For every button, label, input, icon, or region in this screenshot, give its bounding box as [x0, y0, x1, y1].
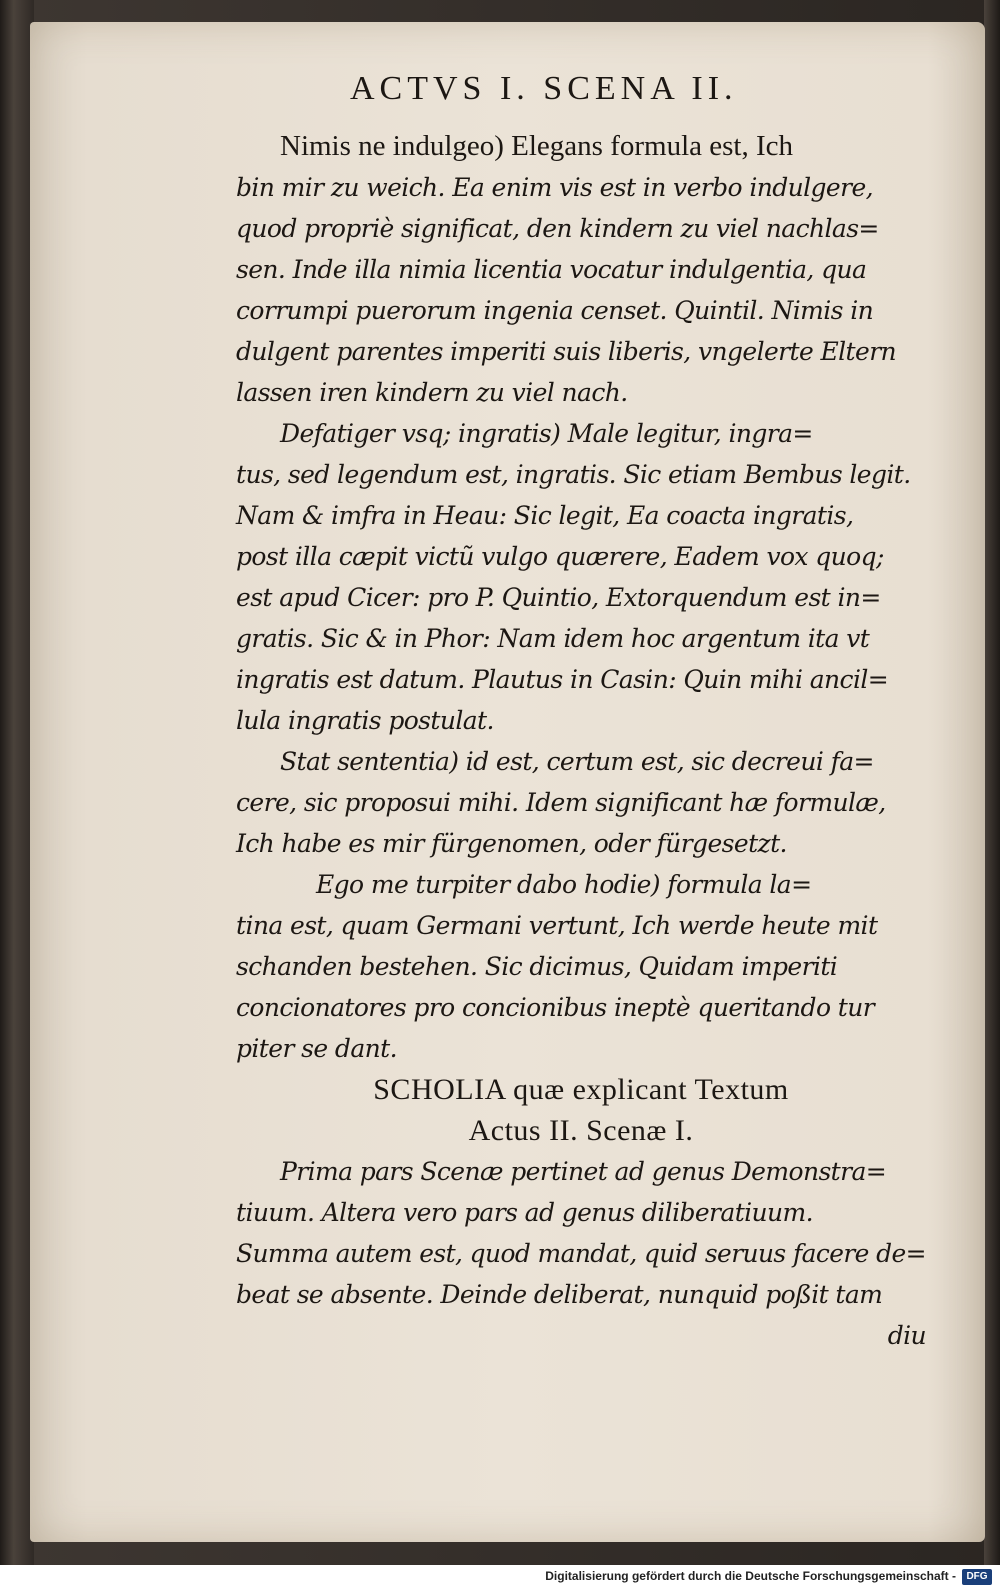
- text-line: beat se absente. Deinde deliberat, nunquid poßit tam: [236, 1280, 883, 1309]
- text-line: quod propriè significat, den kindern zu viel nachlas=: [236, 214, 879, 243]
- text-line: Stat sententia) id est, certum est, sic decreui fa=: [280, 747, 874, 776]
- text-line: lula ingratis postulat.: [236, 706, 494, 735]
- text-line: tina est, quam Germani vertunt, Ich werde heute mit: [236, 911, 878, 940]
- text-line: Actus II. Scenæ I.: [468, 1114, 694, 1147]
- text-line: schanden bestehen. Sic dicimus, Quidam imperiti: [236, 952, 838, 981]
- footer-bar: [0, 1565, 1000, 1589]
- text-line: Defatiger vsq; ingratis) Male legitur, ingra=: [280, 419, 813, 448]
- digitization-credit: Digitalisierung gefördert durch die Deutsche Forschungsgemeinschaft -: [545, 1569, 956, 1583]
- text-line: Ich habe es mir fürgenomen, oder fürgesetzt.: [236, 829, 787, 858]
- text-line: tus, sed legendum est, ingratis. Sic etiam Bembus legit.: [236, 460, 911, 489]
- text-line: Summa autem est, quod mandat, quid seruus facere de=: [236, 1239, 926, 1268]
- text-line: piter se dant.: [236, 1034, 397, 1063]
- text-line: SCHOLIA quæ explicant Textum: [373, 1073, 789, 1106]
- text-line: sen. Inde illa nimia licentia vocatur indulgentia, qua: [236, 255, 867, 284]
- text-line: corrumpi puerorum ingenia censet. Quintil. Nimis in: [236, 296, 874, 325]
- text-line: post illa cæpit victũ vulgo quærere, Eadem vox quoq;: [236, 542, 884, 571]
- book-spine: [0, 0, 34, 1565]
- text-line: Prima pars Scenæ pertinet ad genus Demonstra=: [280, 1157, 887, 1186]
- text-line: bin mir zu weich. Ea enim vis est in verbo indulgere,: [236, 173, 874, 202]
- text-line: Nimis ne indulgeo) Elegans formula est, Ich: [280, 130, 794, 162]
- text-line: ingratis est datum. Plautus in Casin: Quin mihi ancil=: [236, 665, 889, 694]
- dfg-logo-icon: DFG: [962, 1569, 992, 1585]
- text-line: diu: [887, 1321, 926, 1350]
- text-line: gratis. Sic & in Phor: Nam idem hoc argentum ita vt: [236, 624, 870, 653]
- text-line: tiuum. Altera vero pars ad genus diliberatiuum.: [236, 1198, 814, 1227]
- text-line: dulgent parentes imperiti suis liberis, vngelerte Eltern: [236, 337, 897, 366]
- text-line: Nam & imfra in Heau: Sic legit, Ea coacta ingratis,: [236, 501, 854, 530]
- text-line: Ego me turpiter dabo hodie) formula la=: [316, 870, 812, 899]
- running-head: ACTVS I. SCENA II.: [350, 70, 738, 107]
- text-line: lassen iren kindern zu viel nach.: [236, 378, 628, 407]
- text-line: cere, sic proposui mihi. Idem significant hæ formulæ,: [236, 788, 886, 817]
- page-text: [236, 126, 926, 1356]
- book-edge: [984, 0, 1000, 1565]
- text-line: concionatores pro concionibus ineptè queritando tur: [236, 993, 875, 1022]
- text-line: est apud Cicer: pro P. Quintio, Extorquendum est in=: [236, 583, 881, 612]
